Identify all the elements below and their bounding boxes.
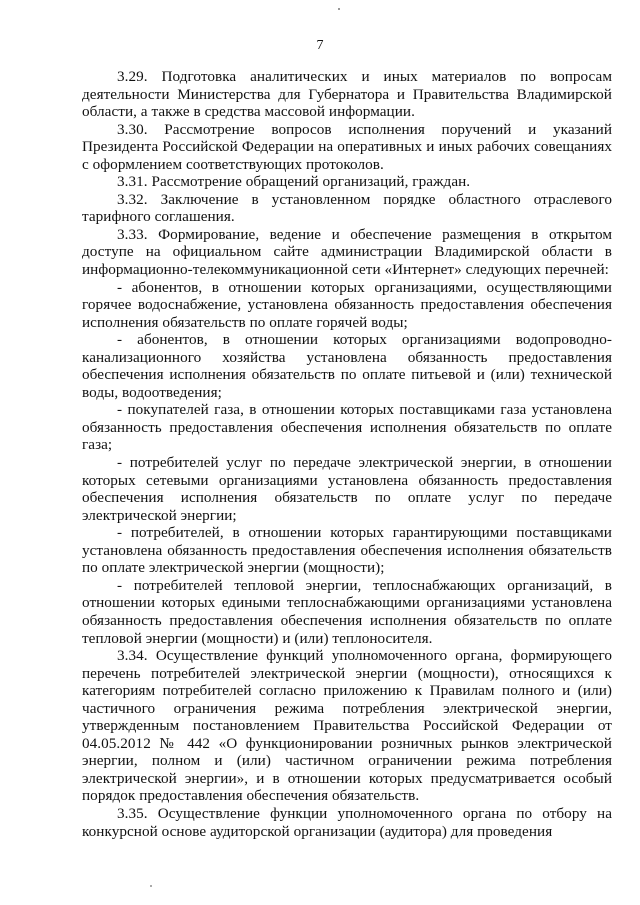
list-item: - потребителей тепловой энергии, теплоснабжающих организаций, в отношении которых едиными теплоснабжающими организациями установлена обязанность предоставления обеспечения исполнения обязательств по оплате тепловой энергии (мощности) и (или) теплоносителя. bbox=[82, 576, 612, 647]
list-item: - потребителей услуг по передаче электрической энергии, в отношении которых сетевыми организациями установлена обязанность предоставления обеспечения исполнения обязательств по оплате услуг по передаче электрической энергии; bbox=[82, 454, 612, 524]
list-item: - покупателей газа, в отношении которых поставщиками газа установлена обязанность предоставления обеспечения исполнения обязательств по оплате газа; bbox=[82, 401, 612, 454]
document-body bbox=[82, 68, 612, 840]
paragraph-3-33: 3.33. Формирование, ведение и обеспечение размещения в открытом доступе на официальном сайте администрации Владимирской области в информационно-телекоммуникационной сети «Интернет» следующих перечней: bbox=[82, 225, 612, 279]
paragraph-3-35: 3.35. Осуществление функции уполномоченного органа по отбору на конкурсной основе аудиторской организации (аудитора) для проведения bbox=[82, 804, 612, 840]
list-item: - абонентов, в отношении которых организациями, осуществляющими горячее водоснабжение, установлена обязанность предоставления обеспечения исполнения обязательств по оплате горячей воды; bbox=[82, 278, 612, 331]
paragraph-3-30: 3.30. Рассмотрение вопросов исполнения поручений и указаний Президента Российской Федерации на оперативных и иных рабочих совещаниях с оформлением соответствующих протоколов. bbox=[82, 120, 612, 173]
paragraph-3-29: 3.29. Подготовка аналитических и иных материалов по вопросам деятельности Министерства для Губернатора и Правительства Владимирской области, а также в средства массовой информации. bbox=[82, 68, 612, 121]
paragraph-3-34: 3.34. Осуществление функций уполномоченного органа, формирующего перечень потребителей электрической энергии (мощности), относящихся к категориям потребителей согласно приложению к Правилам полного и (или) частичного ограничения режима потребления электрической энергии, утвержденным постановлением Правительства Российской Федерации от 04.05.2012 № 442 «О функционировании розничных рынков электрической энергии, полном и (или) частичном ограничении режима потребления электрической энергии», и в отношении которых предусматривается особый порядок предоставления обеспечения обязательств. bbox=[82, 647, 612, 805]
scan-speck bbox=[150, 885, 152, 887]
list-item: - абонентов, в отношении которых организациями водопроводно-канализационного хозяйства установлена обязанность предоставления обеспечения исполнения обязательств по оплате питьевой и (или) технической воды, водоотведения; bbox=[82, 331, 612, 401]
page-number: 7 bbox=[316, 38, 324, 53]
paragraph-3-31: 3.31. Рассмотрение обращений организаций, граждан. bbox=[117, 173, 471, 191]
list-item: - потребителей, в отношении которых гарантирующими поставщиками установлена обязанность предоставления обеспечения исполнения обязательств по оплате электрической энергии (мощности); bbox=[82, 524, 612, 577]
scan-speck bbox=[338, 8, 340, 10]
paragraph-3-32: 3.32. Заключение в установленном порядке областного отраслевого тарифного соглашения. bbox=[82, 190, 612, 226]
